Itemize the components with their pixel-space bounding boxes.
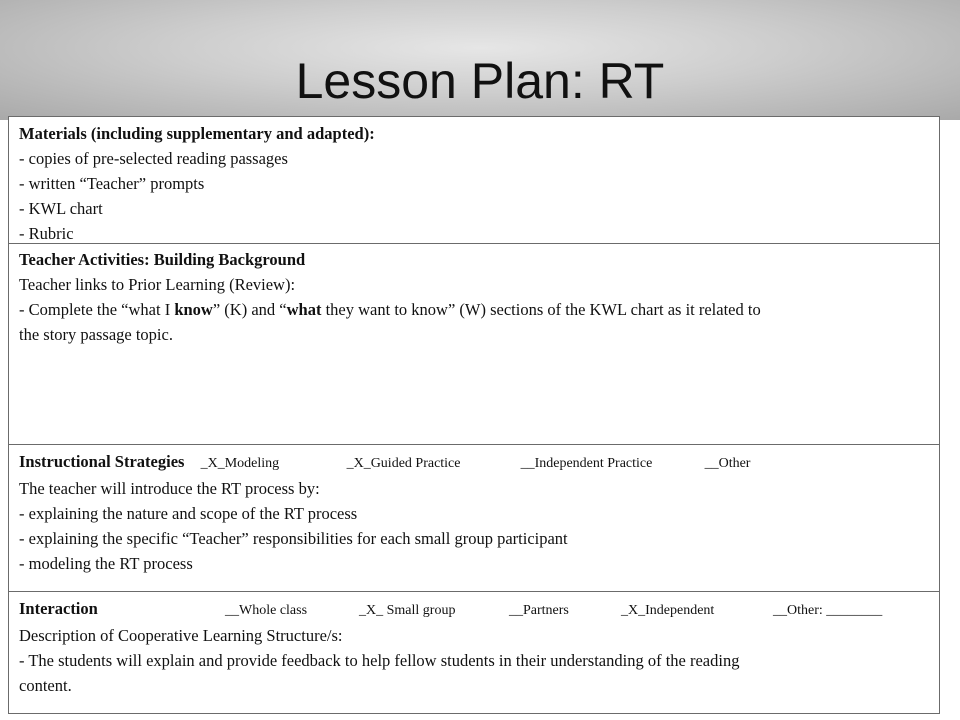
text-run-bold: what (286, 300, 322, 319)
option-partners: __Partners (509, 603, 569, 618)
interaction-text: - The students will explain and provide feedback to help fellow students in their understanding of the reading (19, 651, 740, 670)
text-run: they want to know” (W) sections of the KWL chart as it related to (321, 300, 761, 319)
section-divider (9, 591, 939, 592)
instructional-strategies-header-row (19, 449, 929, 476)
text-run: ” (K) and “ (212, 300, 287, 319)
materials-item: - written “Teacher” prompts (19, 174, 205, 193)
option-small-group: _X_ Small group (359, 603, 456, 618)
slide-title: Lesson Plan: RT (295, 53, 665, 109)
teacher-activities-text: the story passage topic. (19, 325, 173, 344)
lesson-plan-document (8, 116, 940, 714)
interaction-heading: Interaction (19, 599, 98, 618)
option-guided-practice: _X_Guided Practice (346, 456, 461, 471)
materials-section (9, 119, 939, 248)
instructional-text: - explaining the specific “Teacher” responsibilities for each small group participant (19, 529, 568, 548)
option-other: __Other: ________ (773, 603, 883, 618)
materials-item: - Rubric (19, 224, 74, 243)
instructional-options (201, 451, 751, 476)
option-independent-practice: __Independent Practice (520, 456, 653, 471)
materials-item: - KWL chart (19, 199, 103, 218)
interaction-text: Description of Cooperative Learning Structure/s: (19, 626, 343, 645)
option-modeling: _X_Modeling (200, 456, 280, 471)
teacher-activities-text (19, 297, 929, 322)
interaction-section (9, 594, 939, 700)
section-divider (9, 444, 939, 445)
materials-item: - copies of pre-selected reading passages (19, 149, 288, 168)
teacher-activities-heading: Teacher Activities: Building Background (19, 250, 306, 269)
instructional-strategies-heading: Instructional Strategies (19, 452, 185, 471)
option-whole-class: __Whole class (225, 603, 308, 618)
text-run: - Complete the “what I (19, 300, 175, 319)
option-independent: _X_Independent (621, 603, 715, 618)
option-other: __Other (704, 456, 751, 471)
teacher-activities-section (9, 245, 939, 349)
instructional-text: - explaining the nature and scope of the RT process (19, 504, 358, 523)
instructional-text: - modeling the RT process (19, 554, 193, 573)
materials-heading: Materials (including supplementary and adapted): (19, 124, 375, 143)
interaction-text: content. (19, 676, 72, 695)
section-divider (9, 243, 939, 244)
teacher-activities-text: Teacher links to Prior Learning (Review): (19, 275, 296, 294)
interaction-options (225, 598, 882, 623)
text-run-bold: know (174, 300, 213, 319)
instructional-text: The teacher will introduce the RT process by: (19, 479, 320, 498)
interaction-header-row (19, 596, 929, 623)
instructional-strategies-section (9, 447, 939, 578)
